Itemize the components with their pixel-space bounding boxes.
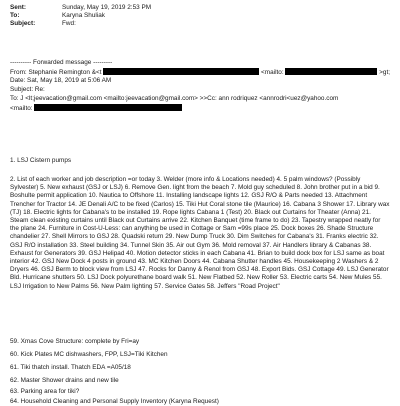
forward-from-line bbox=[10, 68, 390, 77]
list-item: 63. Parking area for tiki? bbox=[10, 388, 80, 395]
list-item: 62. Master Shower drains and new tile bbox=[10, 377, 119, 384]
forward-divider: ---------- Forwarded message --------- bbox=[10, 59, 113, 66]
from-end: >gt; bbox=[379, 69, 391, 76]
sent-row bbox=[10, 4, 151, 12]
forward-to-line: To: J <lt;jeevacation@gmail.com <mailto:jeevacation@gmail.com> >>Cc: ann rodriquez <annrodri<uez@yahoo.com bbox=[10, 95, 339, 102]
list-item: 61. Tiki thatch install. Thatch EDA =A05/18 bbox=[10, 364, 131, 371]
to-label: To: bbox=[10, 12, 20, 19]
subject-value: Fwd: bbox=[62, 20, 76, 27]
forward-date-line: Date: Sat, May 18, 2019 at 5:06 AM bbox=[10, 77, 112, 84]
forward-mailto-line bbox=[10, 104, 182, 113]
from-text: From: Stephanie Remington &<t bbox=[10, 69, 102, 76]
subject-row bbox=[10, 20, 76, 28]
sent-label: Sent: bbox=[10, 4, 26, 11]
forward-subject-line: Subject: Re: bbox=[10, 86, 45, 93]
subject-label: Subject: bbox=[10, 20, 36, 27]
from-mid: <mailto: bbox=[261, 69, 284, 76]
to-row bbox=[10, 12, 105, 20]
mailto-text: <mailto: bbox=[10, 105, 33, 112]
list-item: 1. LSJ Cistern pumps bbox=[10, 157, 72, 164]
list-paragraph: 2. List of each worker and job description =or today 3. Welder (more info & Locations needed) 4. 5 palm windows? (Possibly Sylvester) 5. New exhaust (GSJ or LSJ) 6. Remove Gen. light from the beach 7. Mold guy scheduled 8. John brother put in a bid 9. Boshulte permit application 10. Nautica to Offshore 11. Installing landscape lights 12. GSJ R/O & Parts needed 13. Attachment Trencher for Tractor 14. JE Denali A/C to be fixed (Carlos) 15. Tiki Hut Coral stone tile (Maurice) 16. Cabana 3 Shower 17. Library wax (TJ) 18. Electric lights for Cabana's to be installed 19. Rope lights Cabana 1 (Test) 20. Black out Curtains for Theater (Anna) 21. Steam clean existing curtains until Black out Curtains arrive 22. Kitchen Banquet (time frame to do) 23. Tapestry wrapped neatly for the plane 24. Furniture in Cost-U-Less: can anything be used in Cottage or Sam =99s place 25. Dock boxes 26. Shade Structure chandelier 27. Shell Mirrors to GSJ 28. Quadski return 29. New Dump Truck 30. Dim Switches for Cabana's 31. Franks electric 32. GSJ R/O installation 33. Steel building 34. Tunnel Skin 35. Air out Gym 36. Mold removal 37. Air Handlers library & Cabanas 38. Exhaust for Generators 39. GSJ Helipad 40. Motion detector sticks in each Cabana 41. Brian to build dock box for LSJ same as boat interior 42. GSJ New Dock 4 posts in ground 43. MC Kitchen Doors 44. Cabana Shutter handles 45. Housekeeping 2 Washers & 2 Dryers 46. GSJ Berm to block view from LSJ 47. Rocks for Danny & Renol from GSJ 48. Export Bids. GSJ Cottage 49. LSJ Generator Bld. Hurricane shutters 50. LSJ Dock polyurethane board walk 51. New Flatbed 52. New Roller 53. Electric carts 54. New Mules 55. LSJ Irrigation to New Palms 56. New Palm lighting 57. Service Gates 58. Jeffers "Road Project" bbox=[10, 176, 390, 290]
list-item: 64. Household Cleaning and Personal Supply Inventory (Karyna Request) bbox=[10, 398, 219, 405]
sent-value: Sunday, May 19, 2019 2:53 PM bbox=[62, 4, 152, 11]
list-item: 60. Kick Plates MC dishwashers, FPP, LSJ=Tiki Kitchen bbox=[10, 351, 168, 358]
redaction-bar bbox=[285, 68, 377, 75]
to-value: Karyna Shuliak bbox=[62, 12, 105, 19]
list-item: 59. Xmas Cove Structure: complete by Fri=ay bbox=[10, 338, 140, 345]
redaction-bar bbox=[34, 104, 182, 111]
redaction-bar bbox=[103, 68, 259, 75]
